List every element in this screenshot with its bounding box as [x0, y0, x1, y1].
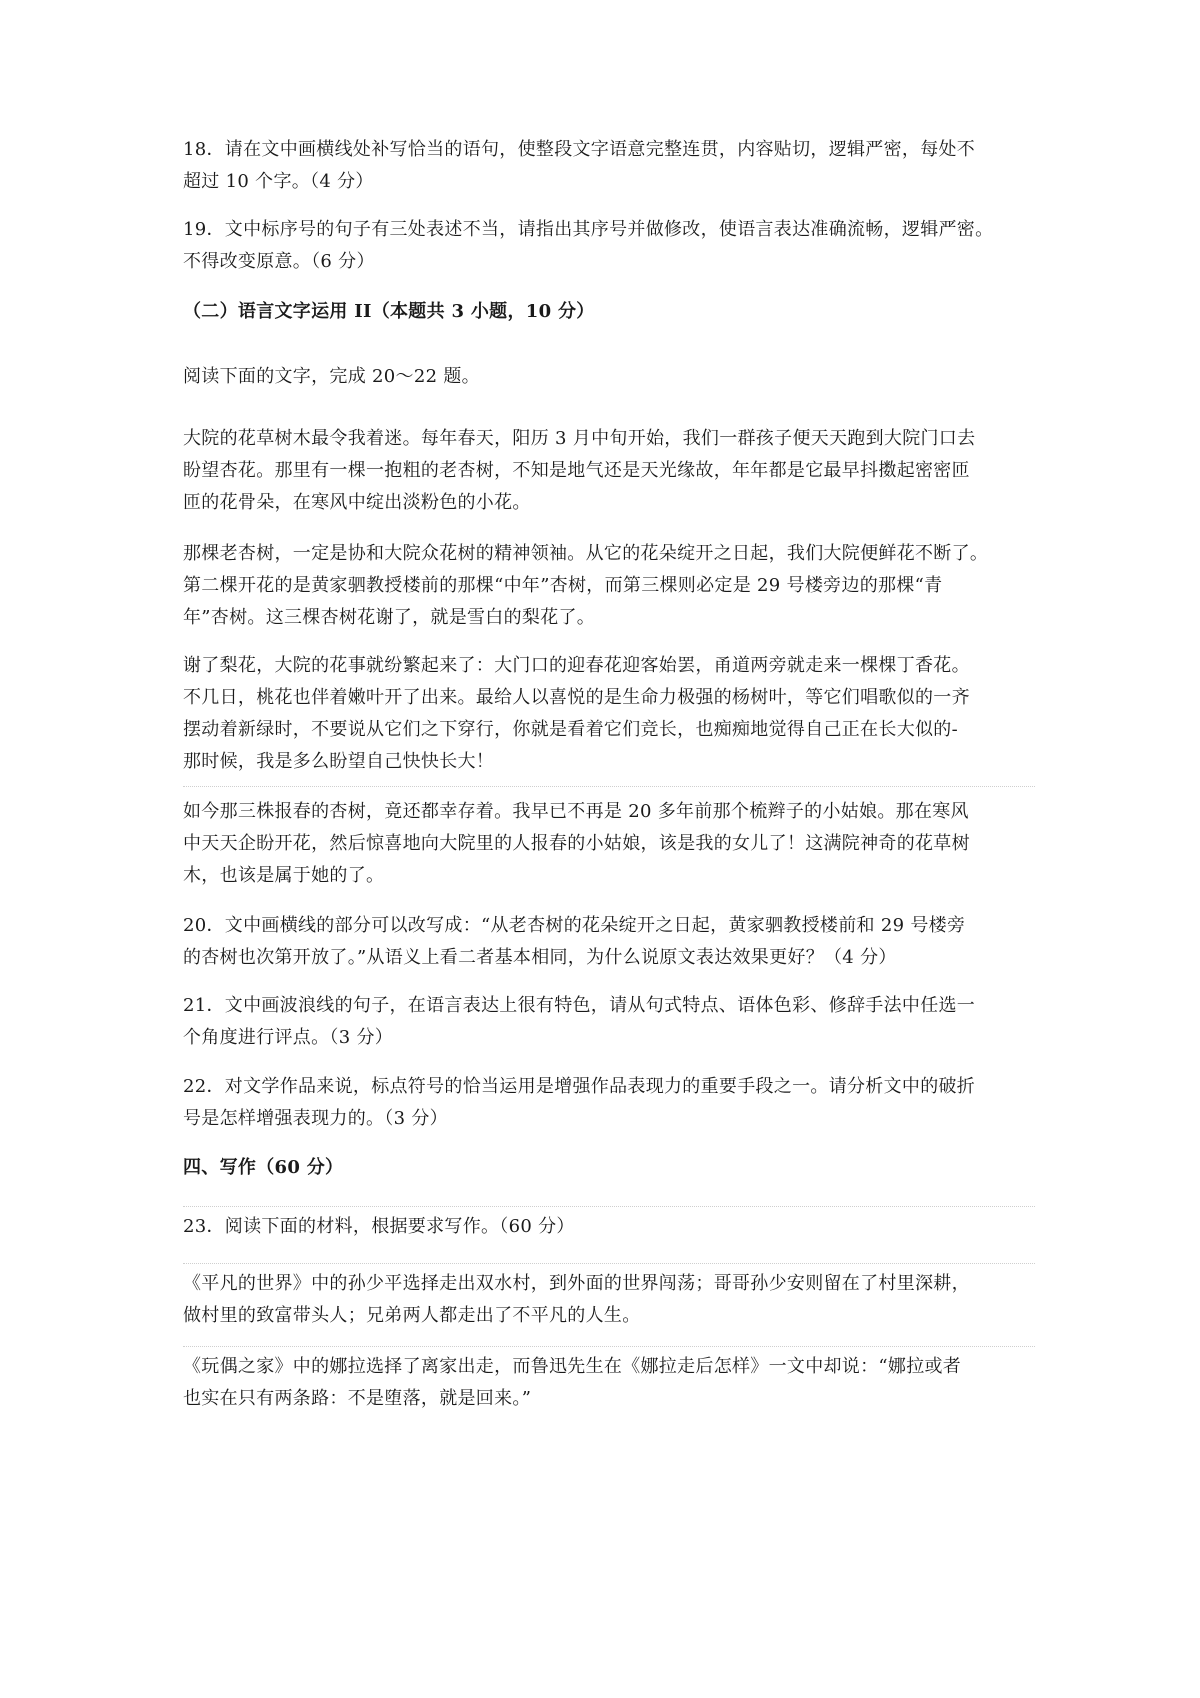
material-1: 《平凡的世界》中的孙少平选择走出双水村，到外面的世界闯荡；哥哥孙少安则留在了村里深耕， 做村里的致富带头人；兄弟两人都走出了不平凡的人生。: [183, 1273, 970, 1326]
question-18: 18．请在文中画横线处补写恰当的语句，使整段文字语意完整连贯，内容贴切，逻辑严密，每处不 超过 10 个字。（4 分）: [183, 139, 976, 192]
section-divider: [183, 1206, 1035, 1207]
question-20: 20．文中画横线的部分可以改写成：“从老杏树的花朵绽开之日起，黄家驷教授楼前和 29 号楼旁 的杏树也次第开放了。”从语义上看二者基本相同，为什么说原文表达效果更好？（4 分）: [183, 915, 966, 968]
question-19: 19．文中标序号的句子有三处表述不当，请指出其序号并做修改，使语言表达准确流畅，逻辑严密。 不得改变原意。（6 分）: [183, 219, 994, 272]
question-22: 22．对文学作品来说，标点符号的恰当运用是增强作品表现力的重要手段之一。请分析文中的破折 号是怎样增强表现力的。（3 分）: [183, 1076, 976, 1129]
section-4-heading: 四、写作（60 分）: [183, 1157, 344, 1178]
section-2-instruction: 阅读下面的文字，完成 20～22 题。: [183, 366, 480, 387]
passage-paragraph-4: 如今那三株报春的杏树，竟还都幸存着。我早已不再是 20 多年前那个梳辫子的小姑娘。那在寒风 中天天企盼开花，然后惊喜地向大院里的人报春的小姑娘，该是我的女儿了！这满院神奇的花草树 木，也该是属于她的了。: [183, 801, 970, 886]
section-divider: [183, 1263, 1035, 1264]
question-23: 23．阅读下面的材料，根据要求写作。（60 分）: [183, 1216, 575, 1237]
section-divider: [183, 1346, 1035, 1347]
material-2: 《玩偶之家》中的娜拉选择了离家出走，而鲁迅先生在《娜拉走后怎样》一文中却说：“娜拉或者 也实在只有两条路：不是堕落，就是回来。”: [183, 1356, 962, 1409]
section-2-heading: （二）语言文字运用 II（本题共 3 小题，10 分）: [183, 301, 595, 322]
passage-paragraph-2: 那棵老杏树，一定是协和大院众花树的精神领袖。从它的花朵绽开之日起，我们大院便鲜花不断了。 第二棵开花的是黄家驷教授楼前的那棵“中年”杏树，而第三棵则必定是 29 号楼旁边的那棵“青 年”杏树。这三棵杏树花谢了，就是雪白的梨花了。: [183, 543, 989, 628]
section-divider: [183, 786, 1035, 787]
question-21: 21．文中画波浪线的句子，在语言表达上很有特色，请从句式特点、语体色彩、修辞手法中任选一 个角度进行评点。（3 分）: [183, 995, 976, 1048]
passage-paragraph-1: 大院的花草树木最令我着迷。每年春天，阳历 3 月中旬开始，我们一群孩子便天天跑到大院门口去 盼望杏花。那里有一棵一抱粗的老杏树，不知是地气还是天光缘故，年年都是它最早抖擞起密密匝 匝的花骨朵，在寒风中绽出淡粉色的小花。: [183, 428, 976, 513]
passage-paragraph-3: 谢了梨花，大院的花事就纷繁起来了：大门口的迎春花迎客始罢，甬道两旁就走来一棵棵丁香花。 不几日，桃花也伴着嫩叶开了出来。最给人以喜悦的是生命力极强的杨树叶，等它们唱歌似的一齐 摆动着新绿时，不要说从它们之下穿行，你就是看着它们竞长，也痴痴地觉得自己正在长大似的- 那时候，我是多么盼望自己快快长大！: [183, 655, 970, 772]
